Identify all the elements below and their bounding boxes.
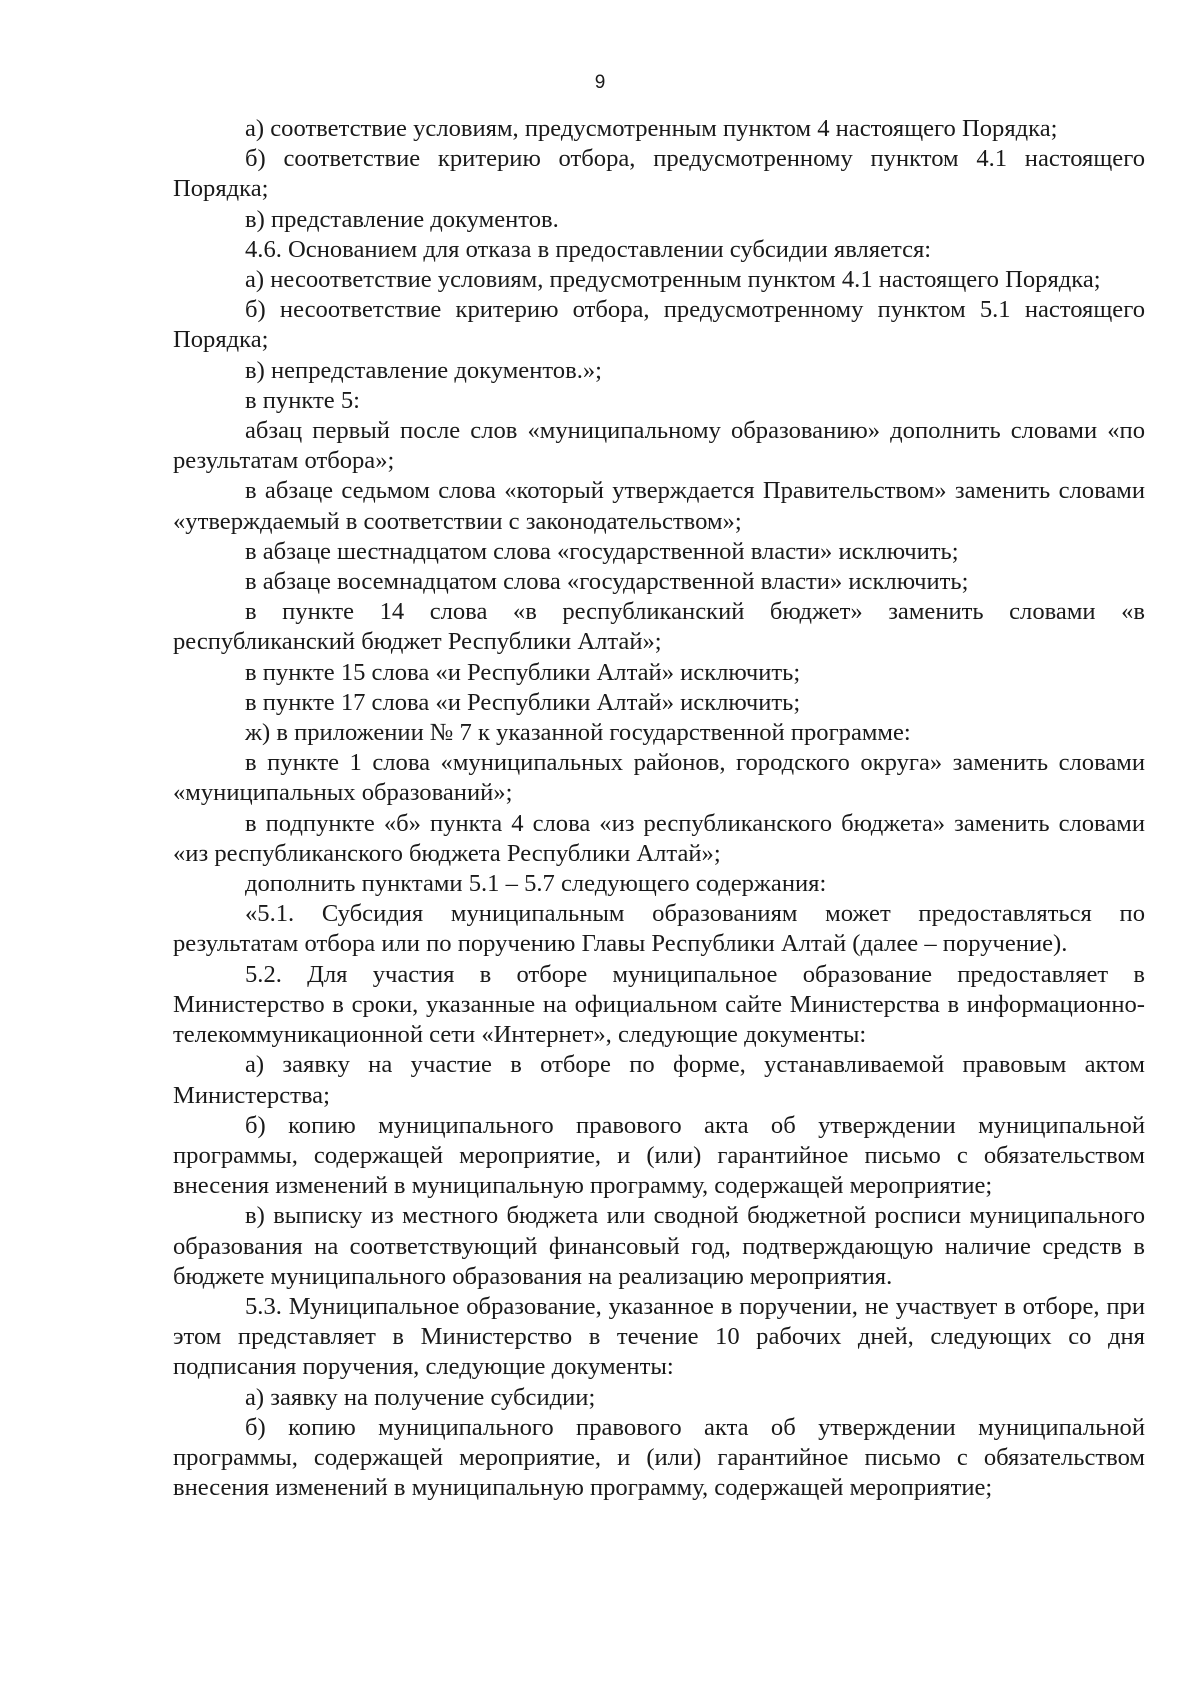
paragraph: в пункте 14 слова «в республиканский бюджет» заменить словами «в республиканский бюджет Республики Алтай»; bbox=[173, 598, 1145, 656]
paragraph: а) несоответствие условиям, предусмотренным пунктом 4.1 настоящего Порядка; bbox=[245, 266, 1101, 294]
document-body bbox=[173, 114, 1145, 1503]
paragraph: в абзаце шестнадцатом слова «государственной власти» исключить; bbox=[245, 537, 959, 565]
paragraph: б) несоответствие критерию отбора, предусмотренному пунктом 5.1 настоящего Порядка; bbox=[173, 296, 1145, 354]
paragraph: б) копию муниципального правового акта об утверждении муниципальной программы, содержащей мероприятие, и (или) гарантийное письмо с обязательством внесения изменений в муниципальную программу, содержащей мероприятие; bbox=[173, 1111, 1145, 1200]
paragraph: б) соответствие критерию отбора, предусмотренному пунктом 4.1 настоящего Порядка; bbox=[173, 145, 1145, 203]
paragraph: в пункте 5: bbox=[245, 386, 360, 414]
paragraph: в пункте 1 слова «муниципальных районов, городского округа» заменить словами «муниципальных образований»; bbox=[173, 749, 1145, 807]
paragraph: абзац первый после слов «муниципальному образованию» дополнить словами «по результатам отбора»; bbox=[173, 417, 1145, 475]
paragraph: а) заявку на получение субсидии; bbox=[245, 1383, 596, 1411]
paragraph: в) непредставление документов.»; bbox=[245, 356, 602, 384]
paragraph: «5.1. Субсидия муниципальным образованиям может предоставляться по результатам отбора или по поручению Главы Республики Алтай (далее – поручение). bbox=[173, 900, 1145, 958]
paragraph: в) выписку из местного бюджета или сводной бюджетной росписи муниципального образования на соответствующий финансовый год, подтверждающую наличие средств в бюджете муниципального образования на реализацию мероприятия. bbox=[173, 1202, 1145, 1290]
paragraph: 4.6. Основанием для отказа в предоставлении субсидии является: bbox=[245, 235, 932, 263]
paragraph: в подпункте «б» пункта 4 слова «из республиканского бюджета» заменить словами «из республиканского бюджета Республики Алтай»; bbox=[173, 809, 1145, 867]
paragraph: дополнить пунктами 5.1 – 5.7 следующего содержания: bbox=[245, 870, 827, 898]
paragraph: а) соответствие условиям, предусмотренным пунктом 4 настоящего Порядка; bbox=[245, 115, 1058, 142]
paragraph: 5.2. Для участия в отборе муниципальное образование предоставляет в Министерство в сроки, указанные на официальном сайте Министерства в информационно- телекоммуникационной сети «Интернет», следующие документы: bbox=[173, 960, 1145, 1049]
paragraph: 5.3. Муниципальное образование, указанное в поручении, не участвует в отборе, при этом представляет в Министерство в течение 10 рабочих дней, следующих со дня подписания поручения, следующие документы: bbox=[173, 1292, 1145, 1381]
page-number: 9 bbox=[594, 72, 606, 93]
paragraph: в пункте 17 слова «и Республики Алтай» исключить; bbox=[245, 688, 801, 716]
paragraph: в пункте 15 слова «и Республики Алтай» исключить; bbox=[245, 658, 801, 686]
paragraph: а) заявку на участие в отборе по форме, устанавливаемой правовым актом Министерства; bbox=[173, 1051, 1145, 1109]
paragraph: б) копию муниципального правового акта об утверждении муниципальной программы, содержащей мероприятие, и (или) гарантийное письмо с обязательством внесения изменений в муниципальную программу, содержащей мероприятие; bbox=[173, 1413, 1145, 1502]
paragraph: в абзаце восемнадцатом слова «государственной власти» исключить; bbox=[245, 568, 969, 596]
paragraph: в) представление документов. bbox=[245, 205, 559, 233]
paragraph: ж) в приложении № 7 к указанной государственной программе: bbox=[245, 719, 911, 747]
paragraph: в абзаце седьмом слова «который утверждается Правительством» заменить словами «утверждаемый в соответствии с законодательством»; bbox=[173, 477, 1145, 535]
